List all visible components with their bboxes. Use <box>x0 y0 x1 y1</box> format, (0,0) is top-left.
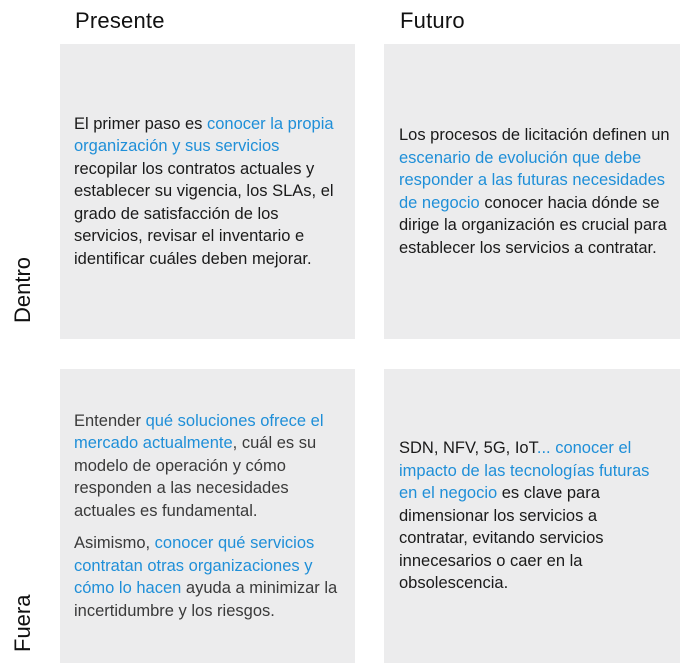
cell-text <box>399 437 670 595</box>
cell-future-outside <box>384 369 680 663</box>
text-fragment: conocer hacia dónde se dirige la organización es crucial para establecer los servicios a contratar. <box>399 193 667 257</box>
cell-present-inside <box>60 44 355 339</box>
text-fragment: ayuda a minimizar la incertidumbre y los riesgos. <box>74 579 338 620</box>
highlight-link: ... conocer el impacto de las tecnologías futuras en el negocio <box>399 439 650 503</box>
text-fragment: , cuál es su modelo de operación y cómo responden a las necesidades actuales es fundamental. <box>74 434 317 520</box>
text-fragment: Entender <box>74 411 146 430</box>
cell-future-inside <box>384 44 680 339</box>
text-fragment: recopilar los contratos actuales y establecer su vigencia, los SLAs, el grado de satisfacción de los servicios, revisar el inventario e identificar cuáles deben mejorar. <box>74 159 334 268</box>
highlight-link: conocer qué servicios contratan otras organizaciones y cómo lo hacen <box>74 534 315 598</box>
cell-text <box>74 410 343 523</box>
highlight-link: qué soluciones ofrece el mercado actualmente <box>74 411 324 453</box>
text-fragment: Asimismo, <box>74 534 155 553</box>
cell-text <box>399 124 670 259</box>
cell-text <box>74 532 343 622</box>
column-header-present: Presente <box>75 8 165 33</box>
highlight-link: escenario de evolución que debe responder a las futuras necesidades de negocio <box>399 148 665 212</box>
row-label-inside: Dentro <box>10 256 35 323</box>
text-fragment: SDN, NFV, 5G, IoT <box>399 439 537 458</box>
text-fragment: es clave para dimensionar los servicios a contratar, evitando servicios innecesarios o caer en la obsolescencia. <box>399 484 604 593</box>
cell-present-outside <box>60 369 355 663</box>
cell-text <box>74 113 343 271</box>
highlight-link: conocer la propia organización y sus servicios <box>74 114 334 156</box>
text-fragment: El primer paso es <box>74 114 207 133</box>
column-header-future: Futuro <box>400 8 465 33</box>
row-label-outside: Fuera <box>10 594 35 652</box>
text-fragment: Los procesos de licitación definen un <box>399 126 670 144</box>
